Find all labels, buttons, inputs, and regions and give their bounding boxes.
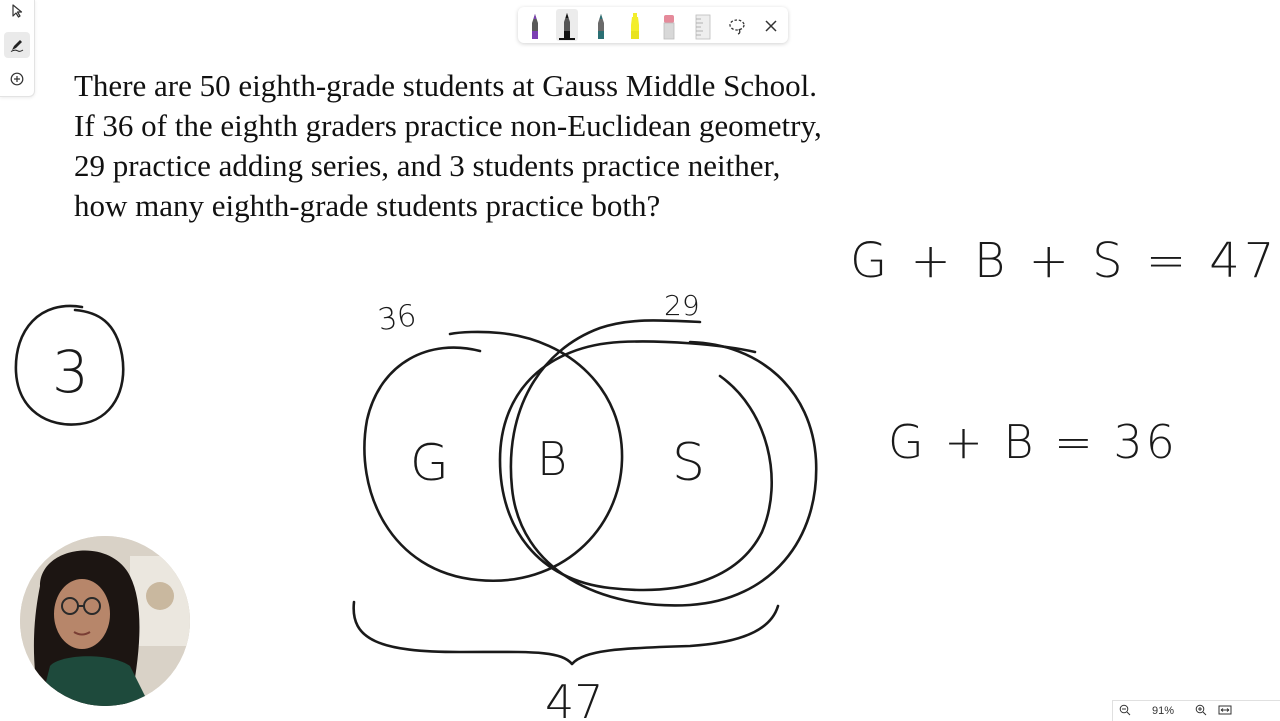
problem-line: There are 50 eighth-grade students at Gauss Middle School. — [74, 68, 817, 103]
brace-total-label: 47 — [545, 675, 604, 720]
problem-line: 29 practice adding series, and 3 students practice neither, — [74, 148, 781, 183]
equation-total: G + B + S = 47 — [850, 233, 1279, 289]
neither-count: 3 — [52, 338, 89, 406]
zoom-in-button[interactable] — [1189, 701, 1213, 721]
series-count-label: 29 — [664, 289, 700, 322]
zoom-in-icon — [1195, 704, 1207, 719]
problem-line: how many eighth-grade students practice both? — [74, 188, 661, 223]
zoom-out-icon — [1119, 704, 1131, 719]
total-brace — [354, 602, 778, 664]
geometry-count-label: 36 — [375, 298, 419, 339]
zoom-out-button[interactable] — [1113, 701, 1137, 721]
zoom-bar — [1112, 700, 1280, 721]
region-g-label: G — [410, 434, 449, 492]
fit-width-button[interactable] — [1213, 701, 1237, 721]
problem-line: If 36 of the eighth graders practice non-Euclidean geometry, — [74, 108, 822, 143]
fit-width-icon — [1218, 704, 1232, 719]
venn-circle-geometry — [364, 332, 622, 581]
presenter-avatar — [20, 536, 190, 706]
region-s-label: S — [672, 433, 706, 493]
equation-geometry: G + B = 36 — [888, 415, 1178, 469]
zoom-level[interactable]: 91% — [1151, 705, 1175, 717]
region-b-label: B — [537, 432, 568, 486]
webcam-video — [20, 536, 190, 706]
